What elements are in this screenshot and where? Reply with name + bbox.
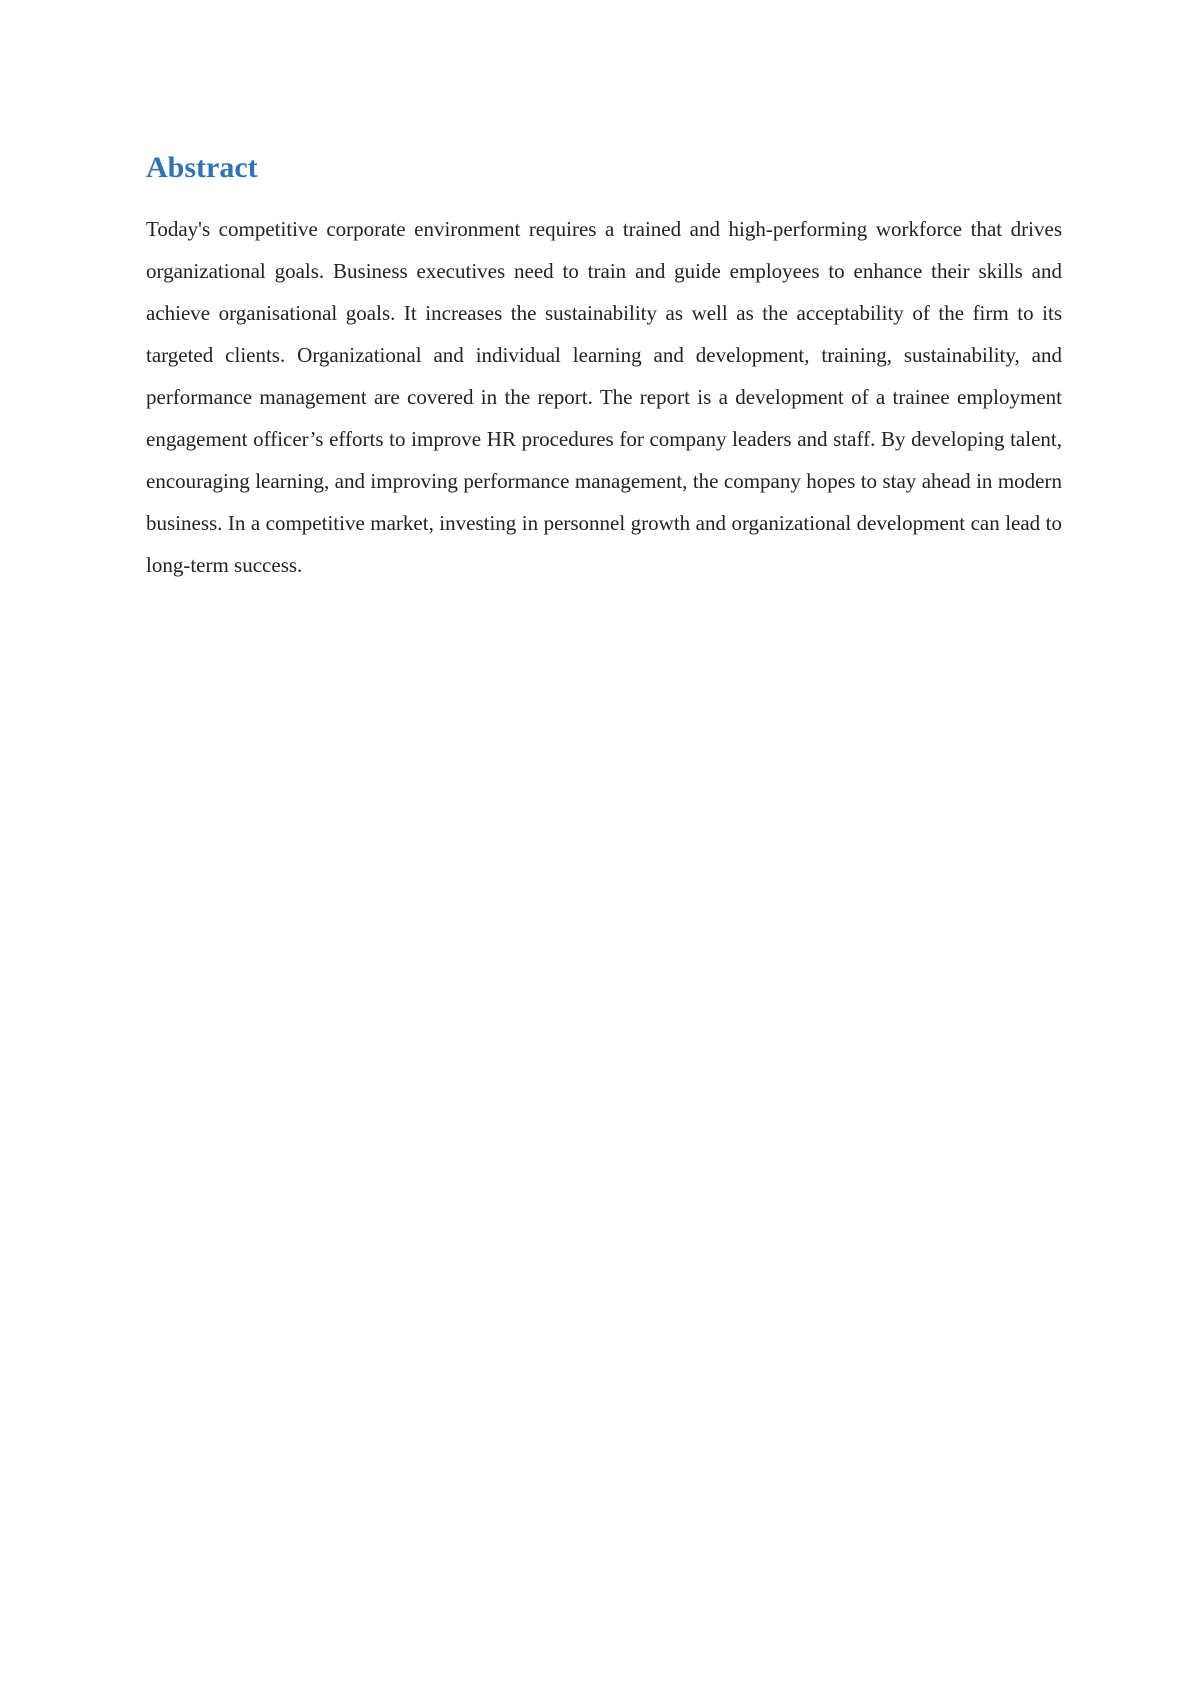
- abstract-section: [146, 150, 1062, 586]
- abstract-paragraph: Today's competitive corporate environment requires a trained and high-performing workforce that drives organizational goals. Business executives need to train and guide employees to enhance their skills and achieve organisational goals. It increases the sustainability as well as the acceptability of the firm to its targeted clients. Organizational and individual learning and development, training, sustainability, and performance management are covered in the report. The report is a development of a trainee employment engagement officer’s efforts to improve HR procedures for company leaders and staff. By developing talent, encouraging learning, and improving performance management, the company hopes to stay ahead in modern business. In a competitive market, investing in personnel growth and organizational development can lead to long-term success.: [146, 217, 1062, 577]
- abstract-heading: Abstract: [146, 151, 258, 184]
